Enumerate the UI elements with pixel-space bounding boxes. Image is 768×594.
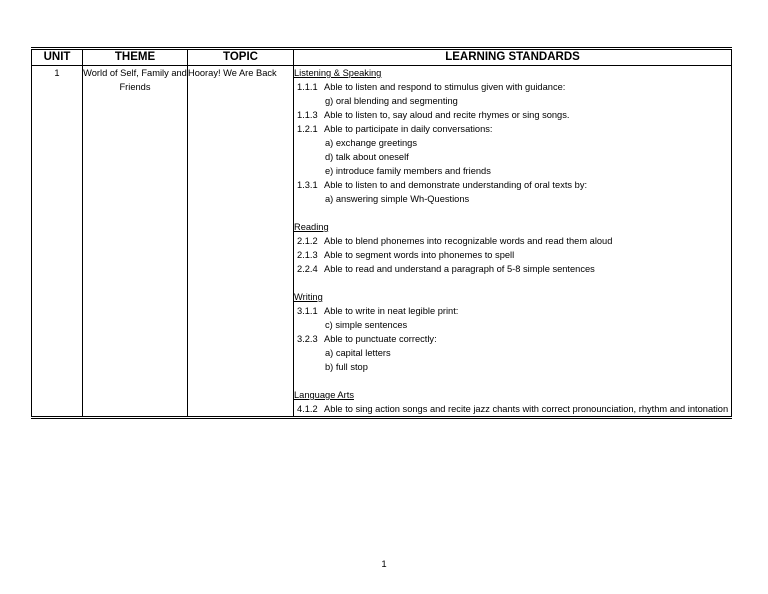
header-topic: TOPIC	[188, 49, 294, 66]
standard-sub-item: d) talk about oneself	[325, 152, 409, 162]
standard-code: 3.2.3	[297, 334, 318, 344]
learning-standard	[294, 402, 731, 416]
standard-code: 2.1.3	[297, 250, 318, 260]
table-header-row	[32, 49, 732, 66]
section-heading: Listening & Speaking	[294, 68, 382, 78]
standards-section	[294, 220, 731, 276]
standard-text: Able to segment words into phonemes to spell	[324, 250, 515, 260]
learning-standards-cell	[294, 66, 732, 418]
header-theme: THEME	[83, 49, 188, 66]
learning-standard	[294, 234, 731, 248]
standard-code: 4.1.2	[297, 404, 318, 414]
standard-code: 1.1.1	[297, 82, 318, 92]
standard-sub-item: e) introduce family members and friends	[325, 166, 491, 176]
standard-text: Able to punctuate correctly:	[324, 334, 437, 344]
unit-cell: 1	[32, 66, 83, 418]
page-number: 1	[381, 559, 387, 570]
standard-text: Able to sing action songs and recite jazz chants with correct pronounciation, rhythm and intonation	[324, 404, 729, 414]
standards-section	[294, 388, 731, 416]
standard-sub-item: g) oral blending and segmenting	[325, 96, 458, 106]
theme-cell: World of Self, Family and Friends	[83, 66, 188, 418]
standard-text: Able to listen to and demonstrate understanding of oral texts by:	[324, 180, 588, 190]
standard-code: 3.1.1	[297, 306, 318, 316]
learning-standard	[294, 304, 731, 318]
learning-standard	[294, 248, 731, 262]
topic-cell: Hooray! We Are Back	[188, 66, 294, 418]
learning-standard	[294, 108, 731, 122]
standard-text: Able to listen to, say aloud and recite rhymes or sing songs.	[324, 110, 570, 120]
standard-text: Able to blend phonemes into recognizable words and read them aloud	[324, 236, 613, 246]
standard-text: Able to read and understand a paragraph of 5-8 simple sentences	[324, 264, 595, 274]
standard-sub-item: a) capital letters	[325, 348, 391, 358]
header-learning-standards: LEARNING STANDARDS	[294, 49, 732, 66]
section-heading: Language Arts	[294, 390, 354, 400]
standard-code: 1.2.1	[297, 124, 318, 134]
learning-standard	[294, 262, 731, 276]
standard-sub-item: c) simple sentences	[325, 320, 408, 330]
learning-standard	[294, 122, 731, 136]
standard-code: 2.2.4	[297, 264, 318, 274]
section-heading: Reading	[294, 222, 329, 232]
standards-section	[294, 66, 731, 206]
learning-standard	[294, 332, 731, 346]
table-row	[32, 66, 732, 418]
standard-text: Able to participate in daily conversations:	[324, 124, 493, 134]
standard-sub-item: a) answering simple Wh-Questions	[325, 194, 470, 204]
standard-code: 1.3.1	[297, 180, 318, 190]
standard-sub-item: b) full stop	[325, 362, 368, 372]
learning-standard	[294, 80, 731, 94]
scheme-of-work-table	[31, 47, 732, 419]
standard-code: 1.1.3	[297, 110, 318, 120]
standard-sub-item: a) exchange greetings	[325, 138, 417, 148]
standard-text: Able to write in neat legible print:	[324, 306, 459, 316]
learning-standard	[294, 178, 731, 192]
standard-text: Able to listen and respond to stimulus given with guidance:	[324, 82, 566, 92]
standards-section	[294, 290, 731, 374]
standard-code: 2.1.2	[297, 236, 318, 246]
header-unit: UNIT	[32, 49, 83, 66]
section-heading: Writing	[294, 292, 323, 302]
